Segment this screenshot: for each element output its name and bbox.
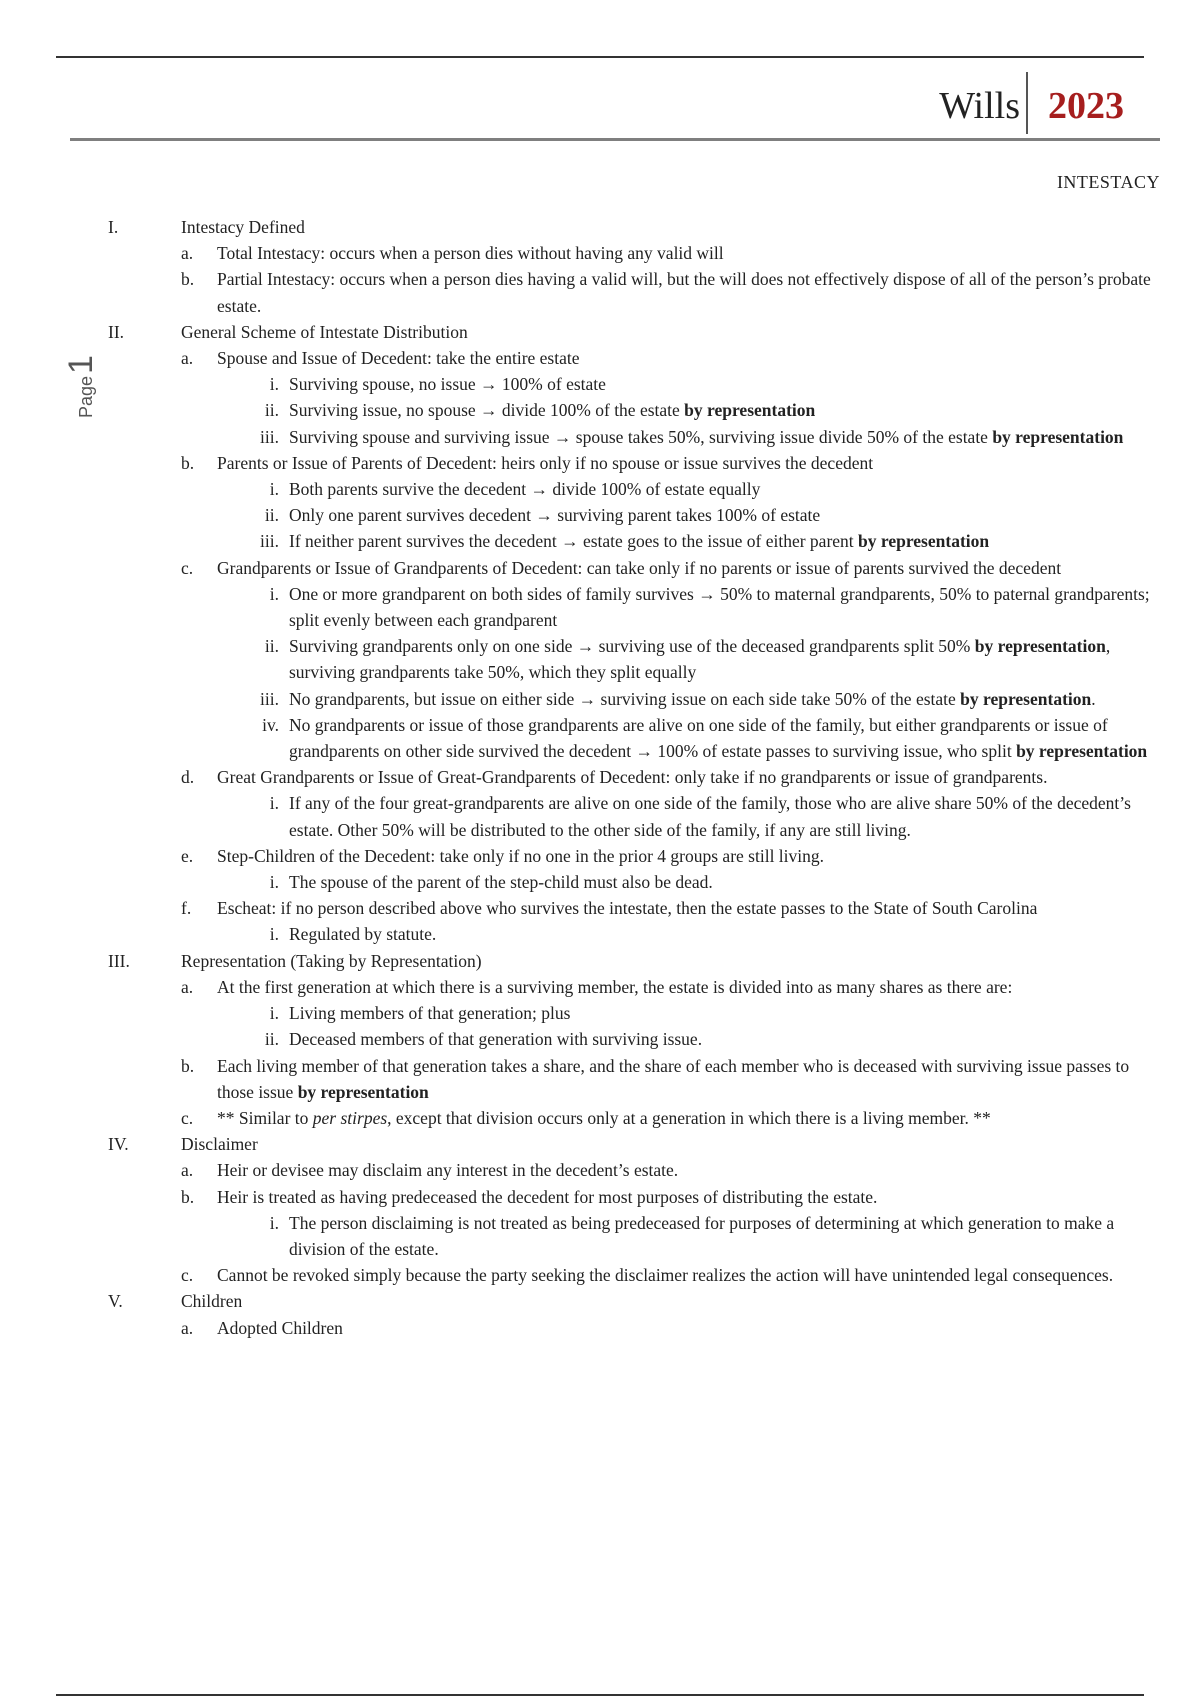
page-marker — [62, 355, 101, 418]
outline-item-level-2 — [108, 1184, 1160, 1210]
outline-item-level-3 — [108, 869, 1160, 895]
outline-text-segment: Deceased members of that generation with surviving issue. — [289, 1029, 703, 1050]
page-number: 1 — [62, 355, 100, 374]
outline-marker: b. — [181, 452, 195, 473]
outline-marker: iii. — [260, 531, 279, 552]
outline-item-level-3 — [108, 686, 1160, 712]
outline-text-segment: by representation — [1016, 741, 1148, 762]
outline-marker: a. — [181, 1160, 194, 1181]
header-separator — [1026, 72, 1028, 134]
outline-item-level-2 — [108, 1315, 1160, 1341]
outline-text — [217, 846, 824, 866]
outline-text — [289, 793, 1131, 839]
outline-item-level-1 — [108, 1131, 1160, 1157]
header-year: 2023 — [1048, 85, 1124, 127]
outline-text-segment: Heir is treated as having predeceased the decedent for most purposes of distributing the estate. — [217, 1186, 878, 1207]
outline-text — [217, 1265, 1113, 1285]
outline-marker: f. — [181, 898, 192, 919]
outline-text — [181, 1291, 242, 1311]
outline-text-segment: . — [1091, 688, 1096, 709]
outline-text-segment: Total Intestacy: occurs when a person dies without having any valid will — [217, 243, 724, 264]
outline-item-level-3 — [108, 1026, 1160, 1052]
outline-item-level-1 — [108, 214, 1160, 240]
outline-text-segment: by representation — [992, 426, 1124, 447]
outline-item-level-3 — [108, 424, 1160, 450]
outline-text-segment: No grandparents, but issue on either side → surviving issue on each side take 50% of the estate — [289, 688, 961, 709]
outline-text — [217, 1160, 678, 1180]
outline-marker: i. — [269, 1003, 279, 1024]
outline-marker: b. — [181, 1055, 195, 1076]
outline-text — [181, 951, 482, 971]
outline-text — [217, 767, 1047, 787]
outline-text-segment: Great Grandparents or Issue of Great-Grandparents of Decedent: only take if no grandparents or issue of grandparents. — [217, 767, 1048, 788]
outline-text-segment: Parents or Issue of Parents of Decedent: heirs only if no spouse or issue survives the decedent — [217, 452, 874, 473]
outline-marker: i. — [269, 1212, 279, 1233]
outline-text — [217, 269, 1151, 315]
outline-text-segment: No grandparents or issue of those grandparents are alive on one side of the family, but either grandparents or issue of grandparents on other side survived the decedent → 100% of estate passes to surviving issue, who split — [289, 714, 1108, 762]
outline-item-level-2 — [108, 1105, 1160, 1131]
outline-item-level-2 — [108, 895, 1160, 921]
outline-text-segment: Living members of that generation; plus — [289, 1003, 571, 1024]
outline-text — [217, 243, 724, 263]
outline-marker: ii. — [264, 636, 279, 657]
outline-item-level-2 — [108, 345, 1160, 371]
outline-marker: iv. — [262, 714, 279, 735]
outline-marker: iii. — [260, 688, 279, 709]
outline-text — [217, 1108, 991, 1128]
outline-marker: II. — [108, 321, 125, 342]
outline-item-level-3 — [108, 476, 1160, 502]
outline-text-segment: per stirpes — [312, 1107, 388, 1128]
outline-text-segment: Escheat: if no person described above who survives the intestate, then the estate passes to the State of South Carolina — [217, 898, 1038, 919]
outline-text-segment: Surviving grandparents only on one side → surviving use of the deceased grandparents split 50% — [289, 636, 975, 657]
outline-text — [289, 924, 436, 944]
outline-text-segment: Each living member of that generation takes a share, and the share of each member who is deceased with surviving issue passes to those issue — [217, 1055, 1130, 1102]
outline-text — [289, 531, 989, 551]
outline-marker: i. — [269, 583, 279, 604]
outline-item-level-3 — [108, 502, 1160, 528]
outline-item-level-1 — [108, 319, 1160, 345]
outline-text-segment: If any of the four great-grandparents are alive on one side of the family, those who are alive share 50% of the decedent’s estate. Other 50% will be distributed to the other side of the family, if any are still living. — [289, 793, 1131, 840]
outline-marker: d. — [181, 767, 195, 788]
header-title: Wills — [939, 85, 1020, 127]
outline-text — [217, 898, 1037, 918]
outline-text-segment: The person disclaiming is not treated as being predeceased for purposes of determining at which generation to make a division of the estate. — [289, 1212, 1115, 1259]
outline-item-level-2 — [108, 843, 1160, 869]
outline-marker: i. — [269, 479, 279, 500]
outline-item-level-2 — [108, 1157, 1160, 1183]
outline-marker: i. — [269, 374, 279, 395]
outline-text-segment: If neither parent survives the decedent → estate goes to the issue of either parent — [289, 531, 859, 552]
outline-marker: I. — [108, 217, 119, 237]
outline-text — [289, 584, 1150, 630]
outline-item-level-3 — [108, 528, 1160, 554]
outline-text — [217, 1187, 877, 1207]
outline-text-segment: by representation — [960, 688, 1092, 709]
outline-item-level-3 — [108, 1210, 1160, 1262]
outline-marker: i. — [269, 793, 279, 814]
outline-item-level-1 — [108, 1288, 1160, 1314]
outline-item-level-2 — [108, 266, 1160, 318]
outline-text — [289, 400, 815, 420]
outline-text-segment: Grandparents or Issue of Grandparents of Decedent: can take only if no parents or issue of parents survived the decedent — [217, 557, 1062, 578]
outline-item-level-3 — [108, 790, 1160, 842]
outline-marker: b. — [181, 269, 195, 290]
outline-marker: ii. — [264, 1029, 279, 1050]
outline-marker: a. — [181, 1317, 194, 1338]
outline-item-level-3 — [108, 921, 1160, 947]
outline-item-level-2 — [108, 1053, 1160, 1105]
outline-text — [217, 558, 1061, 578]
outline-text-segment: The spouse of the parent of the step-child must also be dead. — [289, 872, 713, 893]
outline-text-segment: by representation — [858, 531, 990, 552]
outline-item-level-3 — [108, 712, 1160, 764]
outline-marker: III. — [108, 950, 130, 971]
outline-text-segment: Adopted Children — [217, 1317, 343, 1338]
outline-text-segment: Heir or devisee may disclaim any interest in the decedent’s estate. — [217, 1160, 679, 1181]
outline-text-segment: by representation — [297, 1081, 429, 1102]
outline-text-segment: Disclaimer — [181, 1134, 258, 1155]
outline-item-level-3 — [108, 397, 1160, 423]
outline-text — [181, 217, 305, 237]
outline-text — [289, 872, 713, 892]
outline-marker: b. — [181, 1186, 195, 1207]
outline-text — [217, 1318, 343, 1338]
outline-marker: ii. — [264, 505, 279, 526]
top-rule — [56, 56, 1144, 58]
outline-text-segment: Both parents survive the decedent → divide 100% of estate equally — [289, 479, 761, 500]
outline-item-level-2 — [108, 764, 1160, 790]
outline-text-segment: Intestacy Defined — [181, 217, 305, 237]
outline-text — [217, 977, 1012, 997]
outline-text — [217, 1056, 1129, 1102]
outline-text — [217, 453, 873, 473]
outline-text-segment: , except that division occurs only at a generation in which there is a living member. ** — [387, 1107, 991, 1128]
outline-text-segment: Regulated by statute. — [289, 924, 437, 945]
outline-text — [289, 374, 606, 394]
outline-item-level-3 — [108, 371, 1160, 397]
outline-item-level-1 — [108, 948, 1160, 974]
outline-text — [181, 322, 468, 342]
outline-item-level-2 — [108, 1262, 1160, 1288]
outline-text-segment: Cannot be revoked simply because the party seeking the disclaimer realizes the action will have unintended legal consequences. — [217, 1265, 1114, 1286]
outline-text — [289, 479, 760, 499]
outline-text-segment: Surviving spouse, no issue → 100% of estate — [289, 374, 606, 395]
outline-marker: IV. — [108, 1134, 129, 1155]
outline-text-segment: Spouse and Issue of Decedent: take the entire estate — [217, 348, 580, 369]
outline-item-level-3 — [108, 581, 1160, 633]
outline-marker: ii. — [264, 400, 279, 421]
outline-marker: i. — [269, 924, 279, 945]
outline-item-level-2 — [108, 555, 1160, 581]
outline-text — [289, 715, 1147, 761]
outline-text — [289, 505, 820, 525]
outline-text-segment: Surviving spouse and surviving issue → spouse takes 50%, surviving issue divide 50% of the estate — [289, 426, 993, 447]
outline-marker: a. — [181, 976, 194, 997]
outline-text-segment: At the first generation at which there is a surviving member, the estate is divided into as many shares as there are: — [217, 976, 1013, 997]
outline-text — [289, 689, 1096, 709]
outline-text-segment: Children — [181, 1291, 243, 1312]
outline-text-segment: , surviving grandparents take 50%, which they split equally — [289, 636, 1111, 683]
outline-text-segment: General Scheme of Intestate Distribution — [181, 321, 468, 342]
outline-text — [289, 1213, 1114, 1259]
outline — [108, 214, 1160, 1341]
outline-text-segment: Partial Intestacy: occurs when a person dies having a valid will, but the will does not effectively dispose of all of the person’s probate estate. — [217, 269, 1151, 316]
outline-text-segment: Only one parent survives decedent → surviving parent takes 100% of estate — [289, 505, 821, 526]
outline-item-level-2 — [108, 240, 1160, 266]
outline-marker: c. — [181, 1265, 194, 1286]
outline-text-segment: by representation — [974, 636, 1106, 657]
outline-text — [217, 348, 580, 368]
outline-marker: a. — [181, 348, 194, 369]
outline-marker: V. — [108, 1291, 123, 1312]
outline-text — [289, 1003, 570, 1023]
outline-marker: iii. — [260, 426, 279, 447]
outline-marker: c. — [181, 557, 194, 578]
outline-item-level-2 — [108, 450, 1160, 476]
page-header — [70, 70, 1160, 141]
outline-text — [289, 636, 1110, 682]
outline-item-level-3 — [108, 633, 1160, 685]
section-label: INTESTACY — [1056, 172, 1160, 192]
outline-text-segment: One or more grandparent on both sides of family survives → 50% to maternal grandparents, 50% to paternal grandparents; split evenly between each grandparent — [289, 583, 1150, 631]
outline-text — [181, 1134, 258, 1154]
outline-marker: e. — [181, 845, 194, 866]
outline-item-level-3 — [108, 1000, 1160, 1026]
outline-marker: i. — [269, 872, 279, 893]
outline-text-segment: Step-Children of the Decedent: take only if no one in the prior 4 groups are still living. — [217, 845, 825, 866]
outline-text-segment: Surviving issue, no spouse → divide 100% of the estate — [289, 400, 685, 421]
outline-text-segment: Representation (Taking by Representation) — [181, 950, 482, 971]
outline-text-segment: by representation — [684, 400, 816, 421]
bottom-rule — [56, 1694, 1144, 1696]
outline-text — [289, 1029, 702, 1049]
outline-text — [289, 427, 1123, 447]
page-marker-word: Page — [76, 375, 96, 418]
outline-marker: c. — [181, 1107, 194, 1128]
outline-marker: a. — [181, 243, 194, 264]
outline-text-segment: ** Similar to — [217, 1107, 313, 1128]
outline-item-level-2 — [108, 974, 1160, 1000]
